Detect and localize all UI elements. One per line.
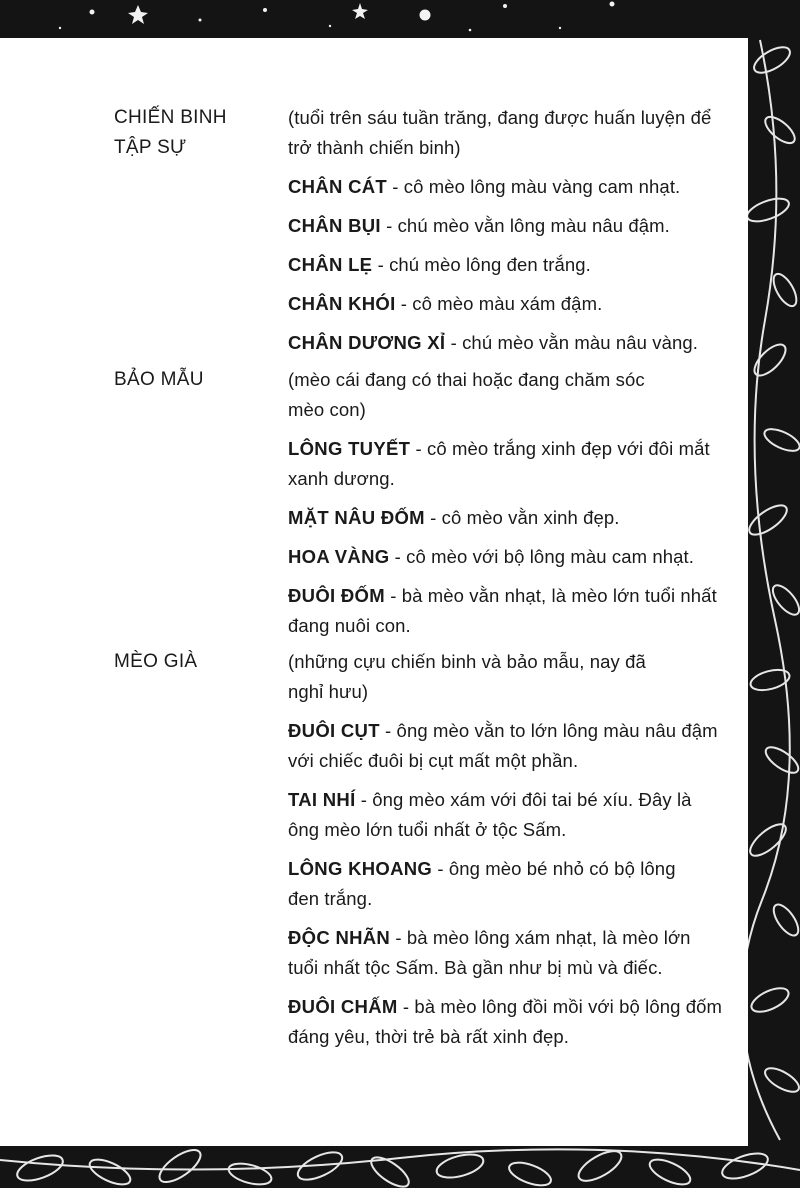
character-name: LÔNG KHOANG [288,858,433,879]
character-entry [288,1022,728,1052]
character-name: TAI NHÍ [288,789,356,810]
character-entry [288,884,728,914]
character-entry [288,992,728,1022]
text-page [0,38,748,1146]
character-name: HOA VÀNG [288,546,390,567]
character-entry [288,854,728,884]
character-description: - cô mèo màu xám đậm. [395,293,603,314]
character-entry [288,328,728,358]
category-label: TẬP SỰ [114,137,187,158]
character-description: - cô mèo vằn xinh đẹp. [424,507,620,528]
character-description: đen trắng. [288,888,373,909]
character-description: - cô mèo trắng xinh đẹp với đôi mắt [410,438,710,459]
character-entry [288,923,728,953]
character-description: - bà mèo vằn nhạt, là mèo lớn tuổi nhất [384,585,717,606]
character-name: ĐUÔI ĐỐM [288,585,385,606]
character-entry [288,542,728,572]
character-description: đang nuôi con. [288,615,411,636]
character-entry [288,211,728,241]
character-name: CHÂN CÁT [288,176,388,197]
character-description: - ông mèo vằn to lớn lông màu nâu đậm [379,720,718,741]
character-name: CHÂN DƯƠNG XỈ [288,332,446,353]
character-description: - chú mèo vằn màu nâu vàng. [445,332,699,353]
character-description: tuổi nhất tộc Sấm. Bà gần như bị mù và điếc. [288,957,663,978]
category-note: (những cựu chiến binh và bảo mẫu, nay đã [288,651,646,672]
character-description: - cô mèo lông màu vàng cam nhạt. [387,176,681,197]
character-description: - bà mèo lông đồi mồi với bộ lông đốm [397,996,723,1017]
character-description: ông mèo lớn tuổi nhất ở tộc Sấm. [288,819,567,840]
character-name: CHÂN KHÓI [288,293,396,314]
character-entry [288,250,728,280]
character-description: đáng yêu, thời trẻ bà rất xinh đẹp. [288,1026,569,1047]
category-label: CHIẾN BINH [114,107,227,128]
character-entry [288,716,728,746]
character-name: CHÂN LẸ [288,254,373,275]
character-entry [288,434,728,464]
character-entry [288,785,728,815]
character-name: CHÂN BỤI [288,215,381,236]
character-entry [288,172,728,202]
character-description: - ông mèo bé nhỏ có bộ lông [432,858,676,879]
category-label: MÈO GIÀ [114,651,198,672]
character-description: - cô mèo với bộ lông màu cam nhạt. [389,546,694,567]
character-name: MẶT NÂU ĐỐM [288,507,425,528]
character-description: - bà mèo lông xám nhạt, là mèo lớn [390,927,691,948]
character-entry [288,611,728,641]
category-note: mèo con) [288,399,366,420]
category-note: (mèo cái đang có thai hoặc đang chăm sóc [288,369,645,390]
character-entry [288,503,728,533]
character-name: ĐUÔI CHẤM [288,996,398,1017]
category-label: BẢO MẪU [114,369,204,390]
character-entry [288,953,728,983]
character-description: - chú mèo lông đen trắng. [372,254,591,275]
character-description: - chú mèo vằn lông màu nâu đậm. [380,215,670,236]
character-entry [288,746,728,776]
character-entry [288,464,728,494]
character-entry [288,581,728,611]
character-description: xanh dương. [288,468,395,489]
category-note: trở thành chiến binh) [288,137,461,158]
category-note: nghỉ hưu) [288,681,369,702]
character-entry [288,815,728,845]
character-description: - ông mèo xám với đôi tai bé xíu. Đây là [355,789,692,810]
character-description: với chiếc đuôi bị cụt mất một phần. [288,750,579,771]
character-name: ĐUÔI CỤT [288,720,380,741]
character-name: ĐỘC NHÃN [288,927,391,948]
character-name: LÔNG TUYẾT [288,438,411,459]
character-entry [288,289,728,319]
category-note: (tuổi trên sáu tuần trăng, đang được huấn luyện để [288,107,712,128]
